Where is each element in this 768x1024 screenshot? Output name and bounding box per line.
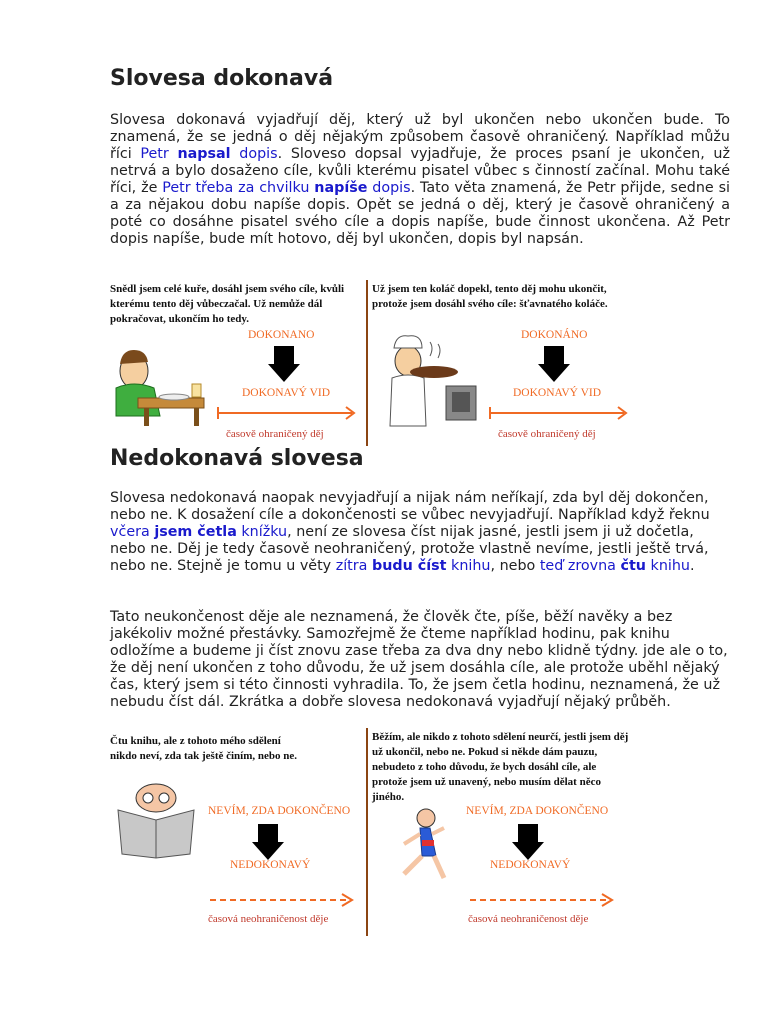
imperfective-paragraph-2: Tato neukončenost děje ale neznamená, že člověk čte, píše, běží navěky a bez jakékoliv možné přestávky. Samozřejmě že čteme například hodinu, pak knihu odložíme a budeme ji číst znovu zase třeba za dva dny nebo klidně týdny. jde ale o to, že děj není ukončen z toho důvodu, že už jsem dosáhla cíle, ale protože uběhl nějaký čas, který jsem si této činnosti vyhradila. To, že jsem četla hodinu, neznamená, že už nebudu číst dál. Zkrátka a dobře slovesa nedokonavá vyjadřují nějaký průběh.	[110, 609, 728, 710]
runner-illustration	[404, 809, 444, 878]
imperfective-illustration	[108, 728, 638, 938]
reader-illustration	[118, 784, 194, 858]
label-dokonano-left: DOKONANO	[248, 329, 315, 341]
label-unknown-right: NEVÍM, ZDA DOKONČENO	[466, 805, 609, 817]
example-verb-napise: napíše	[314, 180, 368, 196]
section-title-perfective: Slovesa dokonavá	[110, 66, 334, 91]
example-petr: Petr	[140, 146, 178, 162]
example-verb-jsem-cetla: jsem četla	[154, 524, 237, 540]
label-bounded-right: časově ohraničený děj	[498, 428, 596, 440]
label-vid-left: DOKONAVÝ VID	[242, 387, 331, 399]
perfective-illustration	[108, 276, 638, 448]
example-verb-ctu: čtu	[620, 558, 646, 574]
imperfective-paragraph-1: Slovesa nedokonavá naopak nevyjadřují a nijak nám neříkají, zda byl děj dokončen, nebo ne. K dosažení cíle a dokončenosti se vůbec nevyjadřují. Například když řeknu včera jsem četla knížku, není ze slovesa číst nijak jasné, jestli jsem ji už dočetla, nebo ne. Děj je tedy časově neohraničený, protože vlastně nevíme, jestli ještě trvá, nebo ne. Stejně je tomu u věty zítra budu číst knihu, nebo teď zrovna čtu knihu.	[110, 490, 710, 574]
perfective-paragraph: Slovesa dokonavá vyjadřují děj, který už byl ukončen nebo ukončen bude. To znamená, že se jedná o děj nějakým způsobem časově ohraničený. Například můžu říci Petr napsal dopis. Sloveso dopsal vyjadřuje, že proces psaní je ukončen, už netrvá a bylo dosaženo cíle, kvůli kterému pisatel vůbec s činností začínal. Mohu také říci, že Petr třeba za chvilku napíše dopis. Tato věta znamená, že Petr přijde, sedne si a za nějakou dobu napíše dopis. Opět se jedná o děj, který je časově ohraničený a poté co dosáhne pisatel svého cíle a dopis napíše, bude činnost ukončena. Až Petr dopis napíše, bude mít hotovo, děj byl ukončen, dopis byl napsán.	[110, 112, 730, 247]
panel-divider	[366, 280, 368, 446]
label-unbounded-right: časová neohraničenost děje	[468, 913, 589, 925]
label-unknown-left: NEVÍM, ZDA DOKONČENO	[208, 805, 351, 817]
label-unbounded-left: časová neohraničenost děje	[208, 913, 329, 925]
label-nedokonavy-left: NEDOKONAVÝ	[230, 859, 311, 871]
label-vid-right: DOKONAVÝ VID	[513, 387, 602, 399]
example-verb-napsal: napsal	[177, 146, 231, 162]
cook-illustration	[390, 336, 476, 426]
imperfective-left-caption: Čtu knihu, ale z tohoto mého sdělení nikdo neví, zda tak ještě činím, nebo ne.	[110, 735, 298, 762]
section-title-imperfective: Nedokonavá slovesa	[110, 446, 364, 471]
imperfective-right-caption: Běžím, ale nikdo z tohoto sdělení neurčí, jestli jsem děj už ukončil, nebo ne. Pokud si někde dám pauzu, nebudeto z toho důvodu, že bych dosáhl cíle, ale protože jsem už unavený, nebo musím dělat něco jiného.	[372, 731, 629, 803]
example-verb-budu-cist: budu číst	[371, 558, 447, 574]
panel-divider-2	[366, 728, 368, 936]
label-dokonano-right: DOKONÁNO	[521, 329, 588, 341]
man-eating-illustration	[116, 350, 204, 426]
label-nedokonavy-right: NEDOKONAVÝ	[490, 859, 571, 871]
perfective-left-caption: Snědl jsem celé kuře, dosáhl jsem svého cíle, kvůli kterému tento děj vůbeczačal. Už nemůže dál pokračovat, ukončím ho tedy.	[110, 283, 345, 325]
perfective-right-caption: Už jsem ten koláč dopekl, tento děj mohu ukončit, protože jsem dosáhl svého cíle: šťavnatého koláče.	[372, 283, 608, 310]
label-bounded-left: časově ohraničený děj	[226, 428, 324, 440]
